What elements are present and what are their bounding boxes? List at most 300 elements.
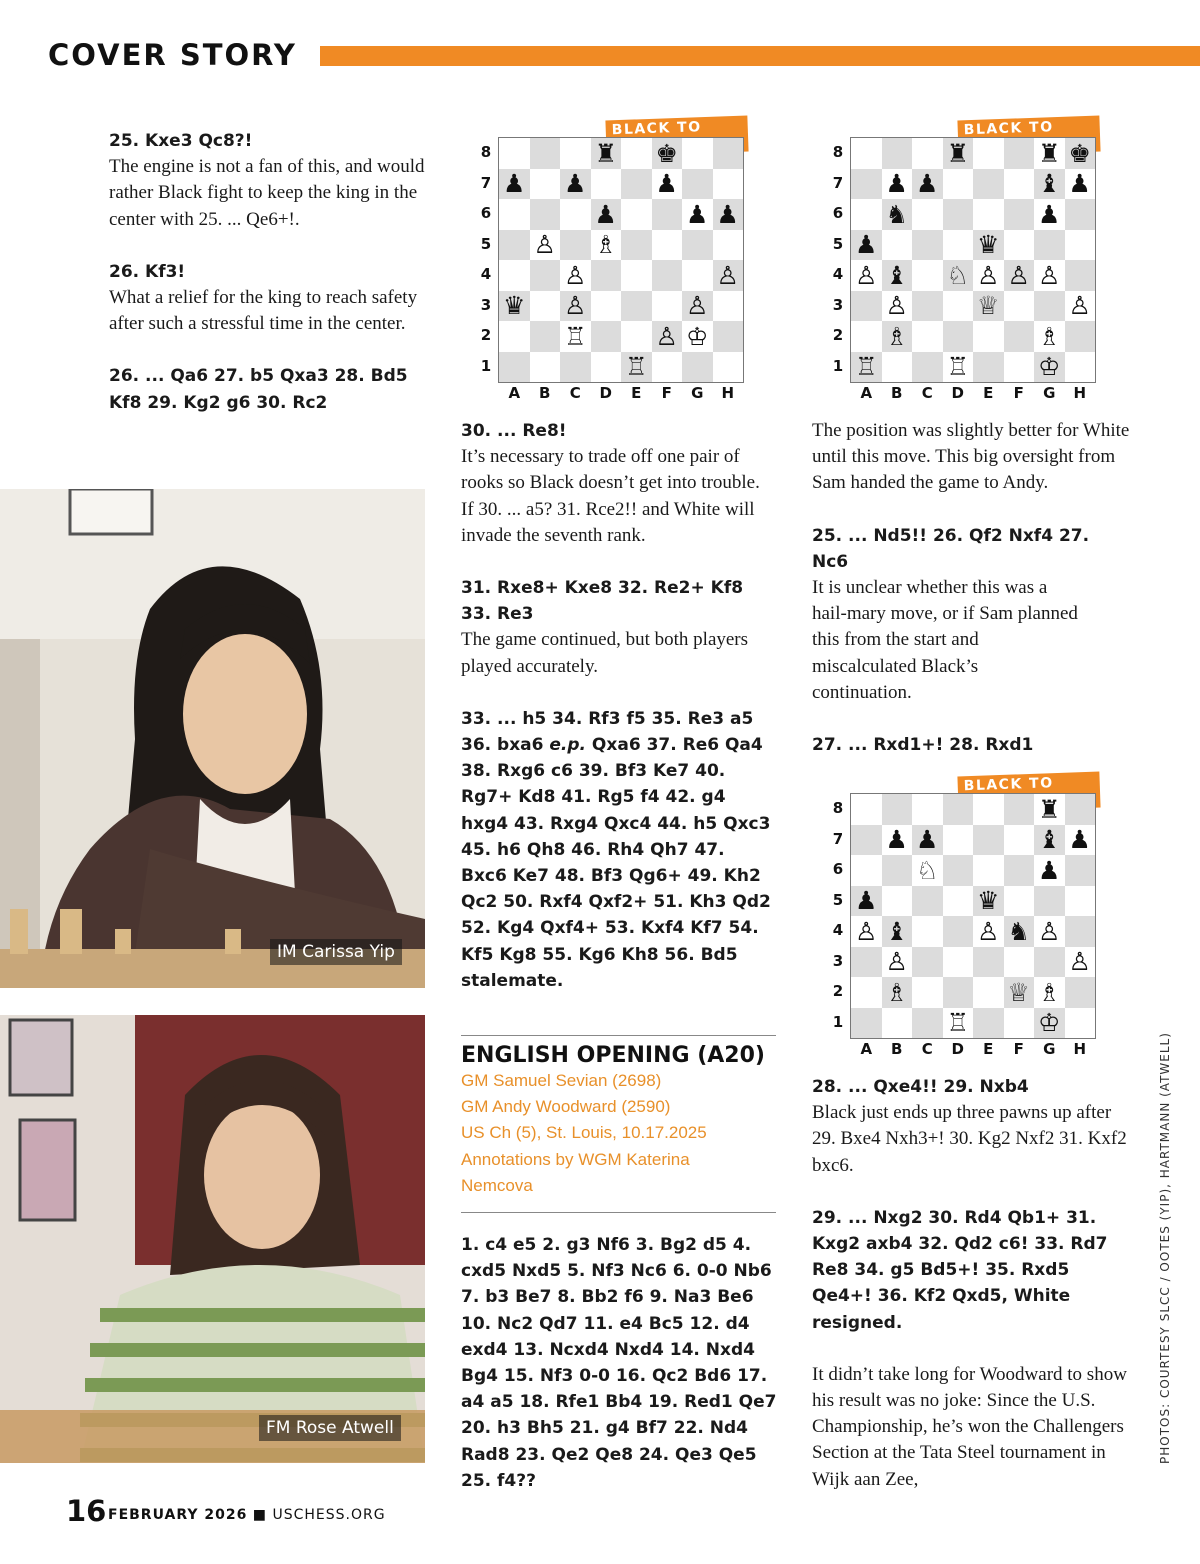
black-queen-icon: ♛ [977,886,1000,916]
black-pawn-icon: ♟ [716,199,739,229]
board-square [713,138,744,169]
board-square [943,855,974,886]
board-square [943,352,974,383]
black-king-icon: ♚ [655,138,678,168]
black-pawn-icon: ♟ [885,169,908,199]
board-square [1065,886,1096,917]
board-square [851,886,882,917]
board-square [621,230,652,261]
board-square [530,199,561,230]
board-square [1034,352,1065,383]
board-square [1065,855,1096,886]
move-text: 25. Kxe3 Qc8?! [109,131,253,151]
rank-labels [478,137,494,381]
white-rook-icon: ♖ [625,352,648,382]
board-square [530,352,561,383]
board-square [1034,947,1065,978]
file-label: C [921,1040,933,1058]
black-bishop-icon: ♝ [1038,169,1061,199]
photo-carissa-yip [0,489,425,988]
section-title: COVER STORY [48,38,297,72]
move-text: 28. ... Qxe4!! 29. Nxb4 [812,1077,1029,1097]
rank-label: 8 [480,143,492,161]
white-pawn-icon: ♙ [855,916,878,946]
file-label: C [921,384,933,402]
board-square [973,230,1004,261]
board-square [1034,886,1065,917]
black-to-play-label: BLACK TO [605,116,748,157]
move-text [461,706,776,994]
black-pawn-icon: ♟ [1038,855,1061,885]
board-square [912,825,943,856]
board-square [882,977,913,1008]
black-queen-icon: ♛ [977,230,1000,260]
photo-illustration [0,1015,425,1463]
chess-diagram-1 [478,118,748,408]
black-pawn-icon: ♟ [855,230,878,260]
file-label: E [983,384,994,402]
board-square [851,794,882,825]
rank-label: 1 [480,356,492,375]
rank-label: 5 [480,234,492,253]
annotation-text: It is unclear whether this was a hail-mary move, or if Sam planned this from the start and miscalculated Black’s continuation. [812,577,1078,703]
file-label: F [1013,384,1024,402]
move-text: 26. ... Qa6 27. b5 Qxa3 28. Bd5 Kf8 29. Kg2 g6 30. Rc2 [109,366,408,413]
white-knight-icon: ♘ [946,260,969,290]
board-square [530,321,561,352]
board-square [882,321,913,352]
rank-labels [830,137,846,381]
board-square [1004,169,1035,200]
board-square [943,947,974,978]
board-square [499,230,530,261]
board-square [1034,916,1065,947]
board-square [1065,977,1096,1008]
board-square [1065,230,1096,261]
board-square [560,169,591,200]
black-bishop-icon: ♝ [1038,825,1061,855]
annotator: Annotations by WGM Katerina Nemcova [461,1149,690,1195]
board-square [652,199,683,230]
board-square [1034,321,1065,352]
file-label: G [1043,384,1056,402]
board-square [1004,199,1035,230]
white-king-icon: ♔ [686,321,709,351]
board-square [973,260,1004,291]
board-square [973,947,1004,978]
board-square [882,169,913,200]
board-square [851,230,882,261]
board-square [851,199,882,230]
black-knight-icon: ♞ [885,199,908,229]
board-square [499,321,530,352]
board-square [499,352,530,383]
black-rook-icon: ♜ [594,138,617,168]
black-pawn-icon: ♟ [855,886,878,916]
board-square [1034,794,1065,825]
board-square [682,138,713,169]
white-bishop-icon: ♗ [1038,977,1061,1007]
board-square [943,916,974,947]
board-square [851,1008,882,1039]
board-square [1034,825,1065,856]
board-square [882,825,913,856]
move-text-part: Qxa6 37. Re6 Qa4 38. Rxg6 c6 39. Bf3 Ke7 40. Rg7+ Kd8 41. Rg5 f4 42. g4 hxg4 43. Rxg4 Qxc4 44. h5 Qxc3 45. h6 Qh8 46. Rh4 Qh7 47. Bxc6 Ke7 48. Bf3 Qg6+ 49. Kh2 Qc2 50. Rxf4 Qxf2+ 51. Kh3 Qd2 52. Kg4 Qxf4+ 53. Kxf4 Kf7 54. Kf5 Kg8 55. Kg6 Kh8 56. Bd5 stalemate. [461,735,771,991]
board-square [943,230,974,261]
board-square [1004,855,1035,886]
photo-illustration [0,489,425,988]
board-square [912,260,943,291]
board-square [1034,291,1065,322]
file-label: H [721,384,735,402]
board-square [652,321,683,352]
board-square [882,947,913,978]
column-3-top [812,418,1130,758]
white-pawn-icon: ♙ [1038,916,1061,946]
board-square [560,352,591,383]
annotation-text: The engine is not a fan of this, and would rather Black fight to keep the king in the center with 25. ... Qe6+!. [109,156,425,230]
chess-board [850,793,1096,1039]
board-square [652,291,683,322]
move-text: 30. ... Re8! [461,421,567,441]
board-square [1034,169,1065,200]
divider [461,1035,776,1036]
board-square [1004,260,1035,291]
board-square [682,321,713,352]
white-rook-icon: ♖ [855,352,878,382]
board-square [591,291,622,322]
black-pawn-icon: ♟ [916,169,939,199]
board-square [1004,794,1035,825]
chess-diagram-2 [830,118,1100,408]
board-square [499,199,530,230]
board-square [1034,199,1065,230]
board-square [560,199,591,230]
board-square [912,321,943,352]
white-pawn-icon: ♙ [564,260,587,290]
board-square [1004,825,1035,856]
board-square [943,886,974,917]
board-square [851,977,882,1008]
board-square [851,260,882,291]
board-square [912,230,943,261]
board-square [882,230,913,261]
board-square [943,794,974,825]
rank-label: 6 [832,204,844,222]
board-square [591,138,622,169]
rank-label: 6 [480,204,492,222]
black-pawn-icon: ♟ [1068,825,1091,855]
board-square [652,260,683,291]
rank-label: 6 [832,860,844,878]
board-square [973,169,1004,200]
rank-label: 3 [832,951,844,970]
file-label: D [951,384,964,402]
board-square [652,169,683,200]
board-square [943,138,974,169]
board-square [1004,291,1035,322]
board-square [1034,855,1065,886]
board-square [973,977,1004,1008]
board-square [713,352,744,383]
board-square [1065,321,1096,352]
board-square [851,825,882,856]
board-square [912,855,943,886]
board-square [851,352,882,383]
opening-title: ENGLISH OPENING (A20) [461,1043,765,1068]
rank-label: 2 [480,326,492,344]
board-square [1004,321,1035,352]
file-label: H [1073,1040,1087,1058]
rank-label: 3 [832,295,844,314]
rank-label: 4 [832,265,844,283]
rank-label: 1 [832,356,844,375]
board-square [973,291,1004,322]
board-square [713,199,744,230]
board-square [912,947,943,978]
black-rook-icon: ♜ [946,138,969,168]
white-pawn-icon: ♙ [564,291,587,321]
board-square [973,916,1004,947]
board-square [912,199,943,230]
board-square [1004,977,1035,1008]
board-square [652,138,683,169]
board-square [851,947,882,978]
annotation-text: The position was slightly better for White until this move. This big oversight from Sam handed the game to Andy. [812,420,1130,494]
board-square [1034,977,1065,1008]
board-square [1065,794,1096,825]
board-square [682,352,713,383]
photo-caption: IM Carissa Yip [270,939,402,965]
rank-label: 1 [832,1012,844,1031]
board-square [943,260,974,291]
board-square [1004,947,1035,978]
photo-caption: FM Rose Atwell [259,1415,401,1441]
board-square [882,352,913,383]
en-passant: e.p. [549,735,587,756]
white-pawn-icon: ♙ [885,947,908,977]
board-square [943,199,974,230]
board-square [560,230,591,261]
board-square [912,138,943,169]
white-pawn-icon: ♙ [1007,260,1030,290]
file-labels [851,384,1095,402]
white-rook-icon: ♖ [946,1008,969,1038]
annotation-text: The game continued, but both players played accurately. [461,629,749,677]
black-pawn-icon: ♟ [916,825,939,855]
board-square [1065,199,1096,230]
board-square [882,138,913,169]
rank-label: 3 [480,295,492,314]
board-square [1004,230,1035,261]
board-square [1065,1008,1096,1039]
white-pawn-icon: ♙ [885,291,908,321]
move-text: 31. Rxe8+ Kxe8 32. Re2+ Kf8 33. Re3 [461,578,744,625]
board-square [1034,138,1065,169]
board-square [621,352,652,383]
board-square [591,230,622,261]
rank-label: 4 [480,265,492,283]
board-square [591,352,622,383]
board-square [1065,138,1096,169]
board-square [1004,916,1035,947]
white-bishop-icon: ♗ [885,977,908,1007]
board-square [882,855,913,886]
board-square [682,291,713,322]
white-player: GM Samuel Sevian (2698) [461,1071,662,1090]
file-labels [499,384,743,402]
rank-label: 5 [832,890,844,909]
board-square [1004,352,1035,383]
black-queen-icon: ♛ [503,291,526,321]
white-rook-icon: ♖ [564,321,587,351]
board-square [1034,230,1065,261]
black-pawn-icon: ♟ [564,169,587,199]
white-queen-icon: ♕ [1007,977,1030,1007]
move-text: 25. ... Nd5!! 26. Qf2 Nxf4 27. Nc6 [812,525,1090,572]
game-header [461,1043,776,1199]
black-to-play-label: BLACK TO [957,116,1100,157]
annotation-text: What a relief for the king to reach safety after such a stressful time in the center. [109,287,418,335]
chess-diagram-3 [830,774,1100,1064]
file-label: F [1013,1040,1024,1058]
rank-label: 8 [832,799,844,817]
white-pawn-icon: ♙ [1068,947,1091,977]
move-text: 26. Kf3! [109,261,186,282]
rank-label: 7 [832,173,844,192]
board-square [499,291,530,322]
file-label: B [891,1040,903,1058]
black-bishop-icon: ♝ [885,916,908,946]
file-label: F [661,384,672,402]
footer-issue [108,1507,386,1523]
board-square [713,169,744,200]
move-text: 29. ... Nxg2 30. Rd4 Qb1+ 31. Kxg2 axb4 32. Qd2 c6! 33. Rd7 Re8 34. g5 Bd5+! 35. Rxd5 Qe4+! 36. Kf2 Qxd5, White resigned. [812,1207,1108,1333]
board-square [851,169,882,200]
rank-label: 8 [832,143,844,161]
board-square [973,199,1004,230]
black-king-icon: ♚ [1068,138,1091,168]
white-pawn-icon: ♙ [855,260,878,290]
white-rook-icon: ♖ [946,352,969,382]
board-square [912,169,943,200]
board-square [713,291,744,322]
board-square [560,291,591,322]
board-square [621,260,652,291]
board-square [682,169,713,200]
column-2-top [461,418,776,994]
board-square [912,291,943,322]
board-square [560,260,591,291]
issue-date: FEBRUARY 2026 [108,1507,248,1523]
black-rook-icon: ♜ [1038,138,1061,168]
white-pawn-icon: ♙ [533,230,556,260]
chess-board [498,137,744,383]
move-text-part: 33. ... h5 34. Rf3 f5 35. Re3 a5 36. bxa6 [461,708,754,756]
white-king-icon: ♔ [1038,352,1061,382]
board-square [882,199,913,230]
file-label: H [1073,384,1087,402]
board-square [682,199,713,230]
board-square [1065,291,1096,322]
board-square [943,169,974,200]
column-1-top [109,128,429,416]
board-square [912,916,943,947]
photo-rose-atwell [0,1015,425,1463]
board-square [943,321,974,352]
black-rook-icon: ♜ [1038,794,1061,824]
board-square [652,352,683,383]
board-square [882,1008,913,1039]
board-square [973,886,1004,917]
board-square [851,855,882,886]
white-pawn-icon: ♙ [716,260,739,290]
black-pawn-icon: ♟ [503,169,526,199]
board-square [943,977,974,1008]
board-square [912,352,943,383]
white-bishop-icon: ♗ [1038,321,1061,351]
annotation-text: It’s necessary to trade off one pair of rooks so Black doesn’t get into trouble. If 30. ... a5? 31. Rce2!! and White will invade the seventh rank. [461,446,760,546]
file-label: A [860,1040,873,1058]
white-pawn-icon: ♙ [1068,291,1091,321]
board-square [682,260,713,291]
board-square [1065,916,1096,947]
file-label: E [983,1040,994,1058]
board-square [1034,1008,1065,1039]
board-square [1065,947,1096,978]
board-square [1065,825,1096,856]
board-square [882,794,913,825]
white-queen-icon: ♕ [977,291,1000,321]
board-square [713,260,744,291]
rank-label: 2 [832,326,844,344]
black-player: GM Andy Woodward (2590) [461,1097,671,1117]
board-square [591,321,622,352]
board-square [1004,1008,1035,1039]
separator-icon: ■ [252,1507,268,1523]
rank-label: 4 [832,921,844,939]
board-square [591,260,622,291]
file-label: C [569,384,581,402]
file-label: D [951,1040,964,1058]
black-pawn-icon: ♟ [655,169,678,199]
black-pawn-icon: ♟ [1068,169,1091,199]
photo-credit: PHOTOS: COURTESY SLCC / OOTES (YIP), HARTMANN (ATWELL) [1158,1032,1172,1464]
board-square [591,169,622,200]
file-label: B [891,384,903,402]
board-square [560,138,591,169]
board-square [1004,886,1035,917]
white-bishop-icon: ♗ [885,321,908,351]
board-square [851,916,882,947]
file-label: E [631,384,642,402]
file-label: A [508,384,521,402]
board-square [973,138,1004,169]
file-label: G [1043,1040,1056,1058]
board-square [499,260,530,291]
black-pawn-icon: ♟ [1038,199,1061,229]
board-square [943,825,974,856]
board-square [912,886,943,917]
white-pawn-icon: ♙ [686,291,709,321]
board-square [530,230,561,261]
board-square [560,321,591,352]
white-pawn-icon: ♙ [977,260,1000,290]
board-square [973,794,1004,825]
board-square [1034,260,1065,291]
board-square [882,886,913,917]
move-text: 1. c4 e5 2. g3 Nf6 3. Bg2 d5 4. cxd5 Nxd5 5. Nf3 Nc6 6. 0-0 Nb6 7. b3 Be7 8. Bb2 f6 9. Na3 Be6 10. Nc2 Qd7 11. e4 Bc5 12. d4 exd4 13. Ncxd4 Nxd4 14. Nxd4 Bg4 15. Nf3 0-0 16. Qc2 Bd6 17. a4 a5 18. Rfe1 Bb4 19. Red1 Qe7 20. h3 Bh5 21. g4 Bf7 22. Nd4 Rad8 23. Qe2 Qe8 24. Qe3 Qe5 25. f4?? [461,1235,777,1491]
